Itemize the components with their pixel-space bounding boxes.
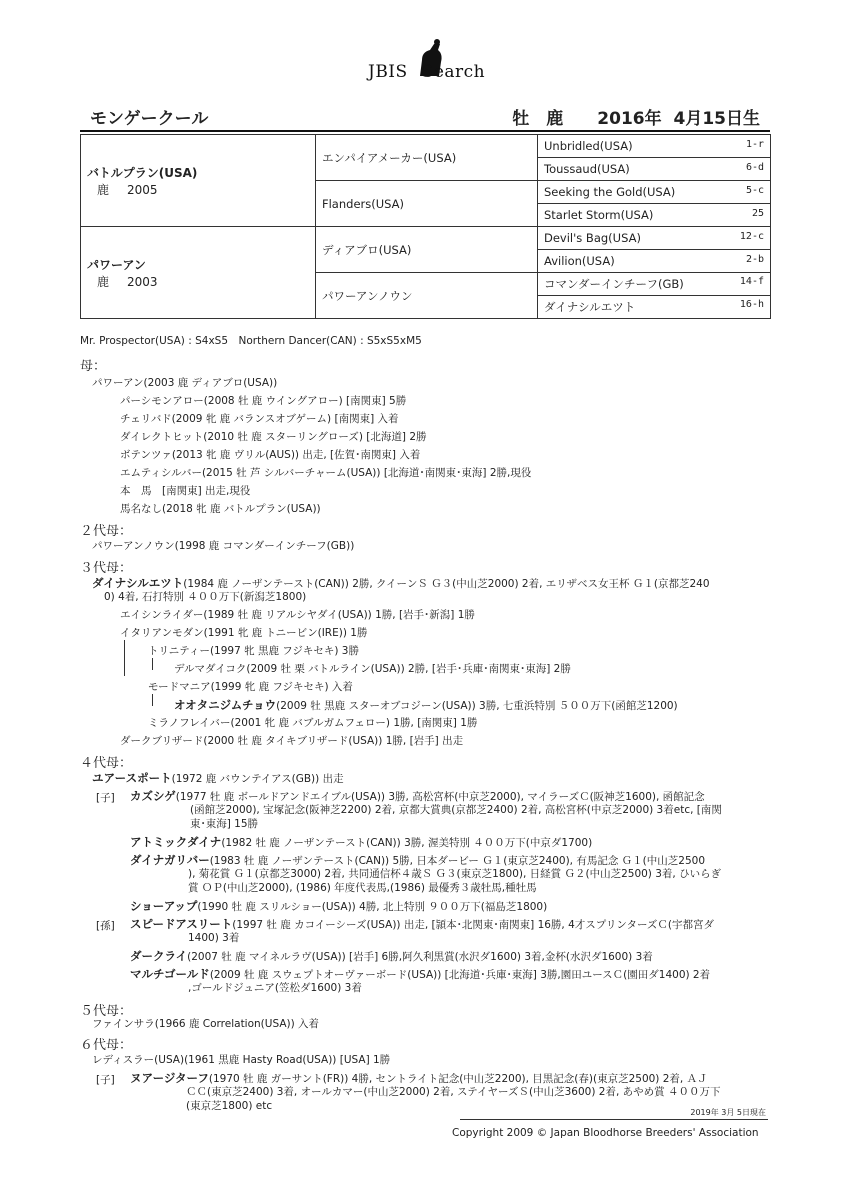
third-dam-line: ダイナシルエツト(1984 鹿 ノーザンテースト(CAN)) 2勝, クイーンＳ Ｇ３(中山芝2000) 2着, エリザベス女王杯 Ｇ１(京都芝240 — [92, 576, 710, 590]
grandchild-tag: [孫] — [96, 920, 115, 932]
dam-line: パワーアン(2003 鹿 ディアブロ(USA)) — [92, 377, 278, 389]
descendant-line: ダークライ(2007 牡 鹿 マイネルラヴ(USA)) [岩手] 6勝,阿久利黒賞(水沢ダ1600) 3着,金杯(水沢ダ1600) 3着 — [130, 949, 653, 963]
pedigree-gen2: Flanders(USA) — [316, 181, 538, 227]
section-dam: 母： — [80, 359, 107, 374]
sibling-line: エムティシルバー(2015 牡 芦 シルバーチャーム(USA)) [北海道･南関東･東海] 2勝,現役 — [120, 467, 532, 479]
child-tag: [子] — [96, 1074, 115, 1086]
as-of-date: 2019年 3月 5日現在 — [690, 1108, 766, 1117]
descendant-line: ダークブリザード(2000 牡 鹿 タイキブリザード(USA)) 1勝, [岩手] 出走 — [120, 735, 464, 747]
descendant-line-cont: (東京芝1800) etc — [186, 1100, 273, 1112]
pedigree-gen3: Unbridled(USA) 1-r — [538, 135, 771, 158]
footer-rule — [460, 1119, 768, 1120]
copyright: Copyright 2009 © Japan Bloodhorse Breeders' Association — [452, 1127, 759, 1139]
descendant-line: アトミックダイナ(1982 牡 鹿 ノーザンテースト(CAN)) 3勝, 渥美特別 ４００万下(中京ダ1700) — [130, 835, 593, 849]
sibling-line: チェリバド(2009 牝 鹿 バランスオブゲーム) [南関東] 入着 — [120, 413, 399, 425]
sixth-dam-line: レディスラー(USA)(1961 黒鹿 Hasty Road(USA)) [USA] 1勝 — [92, 1054, 391, 1066]
descendant-line: オオタニジムチョウ(2009 牡 黒鹿 スターオブコジーン(USA)) 3勝, 七重浜特別 ５００万下(函館芝1200) — [174, 698, 678, 712]
descendant-line-cont: 東･東海] 15勝 — [190, 818, 259, 830]
fifth-dam-line: ファインサラ(1966 鹿 Correlation(USA)) 入着 — [92, 1018, 320, 1030]
tree-connector — [152, 694, 153, 706]
pedigree-gen2: パワーアンノウン — [316, 273, 538, 319]
third-dam-line-cont: 0) 4着, 石打特別 ４００万下(新潟芝1800) — [104, 591, 307, 603]
descendant-line: ヌアージターフ(1970 牡 鹿 ガーサント(FR)) 4勝, セントライト記念(中山芝2200), 目黒記念(春)(東京芝2500) 2着, ＡＪ — [130, 1071, 708, 1085]
pedigree-gen3: Avilion(USA) 2-b — [538, 250, 771, 273]
fourth-dam-line: ユアースポート(1972 鹿 バウンテイアス(GB)) 出走 — [92, 771, 344, 785]
descendant-line: ショーアップ(1990 牡 鹿 スリルショー(USA)) 4勝, 北上特別 ９００万下(福島芝1800) — [130, 899, 548, 913]
pedigree-gen3: Toussaud(USA) 6-d — [538, 158, 771, 181]
sibling-line: 馬名なし(2018 牝 鹿 バトルプラン(USA)) — [120, 503, 321, 515]
jbis-logo — [360, 36, 500, 84]
tree-connector — [152, 658, 153, 670]
pedigree-gen3: Seeking the Gold(USA) 5-c — [538, 181, 771, 204]
tree-connector — [124, 640, 125, 676]
horse-info: 牡 鹿 2016年 4月15日生 — [512, 109, 760, 129]
pedigree-gen2: ディアブロ(USA) — [316, 227, 538, 273]
descendant-line: マルチゴールド(2009 牡 鹿 スウェプトオーヴァーボード(USA)) [北海道･兵庫･東海] 3勝,園田ユースＣ(園田ダ1400) 2着 — [130, 967, 711, 981]
section-4th-dam: ４代母： — [80, 756, 133, 771]
dam-cell: パワーアン 鹿 2003 — [81, 227, 316, 319]
sibling-line: パーシモンアロー(2008 牡 鹿 ウイングアロー) [南関東] 5勝 — [120, 395, 407, 407]
descendant-line: トリニティー(1997 牝 黒鹿 フジキセキ) 3勝 — [148, 645, 359, 657]
sibling-line: ダイレクトヒット(2010 牡 鹿 スターリングローズ) [北海道] 2勝 — [120, 431, 427, 443]
descendant-line-cont: 1400) 3着 — [188, 932, 240, 944]
section-5th-dam: ５代母： — [80, 1004, 133, 1019]
pedigree-gen3: Devil's Bag(USA) 12-c — [538, 227, 771, 250]
title-row — [90, 104, 760, 129]
descendant-line-cont: ,ゴールドジュニア(笠松ダ1600) 3着 — [188, 982, 362, 994]
descendant-line: スピードアスリート(1997 牡 鹿 カコイーシーズ(USA)) 出走, [頴本･北関東･南関東] 16勝, 4才スプリンターズＣ(宇都宮ダ — [130, 917, 715, 931]
title-rule — [80, 130, 770, 132]
pedigree-gen3: ダイナシルエツト 16-h — [538, 296, 771, 319]
descendant-line: エイシンライダー(1989 牡 鹿 リアルシヤダイ(USA)) 1勝, [岩手･新潟] 1勝 — [120, 609, 475, 621]
self-line: 本 馬 [南関東] 出走,現役 — [120, 485, 251, 497]
descendant-line: モードマニア(1999 牝 鹿 フジキセキ) 入着 — [148, 681, 353, 693]
pedigree-gen3: Starlet Storm(USA) 25 — [538, 204, 771, 227]
pedigree-table — [80, 134, 771, 319]
section-6th-dam: ６代母： — [80, 1038, 133, 1053]
pedigree-gen2: エンパイアメーカー(USA) — [316, 135, 538, 181]
pedigree-gen3: コマンダーインチーフ(GB) 14-f — [538, 273, 771, 296]
descendant-line-cont: 賞 ＯＰ(中山芝2000), (1986) 年度代表馬,(1986) 最優秀３歳牡馬,種牡馬 — [188, 882, 537, 894]
descendant-line-cont: ＣＣ(東京芝2400) 3着, オールカマー(中山芝2000) 2着, ステイヤーズＳ(中山芝3600) 2着, あやめ賞 ４００万下 — [186, 1086, 721, 1098]
descendant-line-cont: ), 菊花賞 Ｇ１(京都芝3000) 2着, 共同通信杯４歳Ｓ Ｇ３(東京芝1800), 日経賞 Ｇ２(中山芝2500) 3着, ひいらぎ — [188, 868, 722, 880]
sibling-line: ボテンツァ(2013 牝 鹿 ヴリル(AUS)) 出走, [佐賀･南関東] 入着 — [120, 449, 421, 461]
descendant-line: イタリアンモダン(1991 牝 鹿 トニービン(IRE)) 1勝 — [120, 627, 368, 639]
horse-name: モンゲークール — [90, 109, 209, 129]
section-2nd-dam: ２代母： — [80, 524, 133, 539]
logo-text: JBIS Search — [368, 62, 486, 82]
descendant-line-cont: (函館芝2000), 宝塚記念(阪神芝2200) 2着, 京都大賞典(京都芝2400) 2着, 高松宮杯(中京芝2000) 3着etc, [南関 — [190, 804, 722, 816]
section-3rd-dam: ３代母： — [80, 561, 133, 576]
descendant-line: ダイナガリバー(1983 牡 鹿 ノーザンテースト(CAN)) 5勝, 日本ダービー Ｇ１(東京芝2400), 有馬記念 Ｇ１(中山芝2500 — [130, 853, 705, 867]
descendant-line: カズシゲ(1977 牡 鹿 ボールドアンドエイブル(USA)) 3勝, 高松宮杯(中京芝2000), マイラーズＣ(阪神芝1600), 函館記念 — [130, 789, 705, 803]
inbreeding-crosses: Mr. Prospector(USA) : S4xS5 Northern Dancer(CAN) : S5xS5xM5 — [80, 335, 422, 347]
sire-cell: バトルプラン(USA) 鹿 2005 — [81, 135, 316, 227]
child-tag: [子] — [96, 792, 115, 804]
descendant-line: ミラノフレイバー(2001 牝 鹿 バブルガムフェロー) 1勝, [南関東] 1勝 — [148, 717, 478, 729]
second-dam-line: パワーアンノウン(1998 鹿 コマンダーインチーフ(GB)) — [92, 540, 355, 552]
descendant-line: デルマダイコク(2009 牡 栗 バトルライン(USA)) 2勝, [岩手･兵庫･南関東･東海] 2勝 — [174, 663, 571, 675]
